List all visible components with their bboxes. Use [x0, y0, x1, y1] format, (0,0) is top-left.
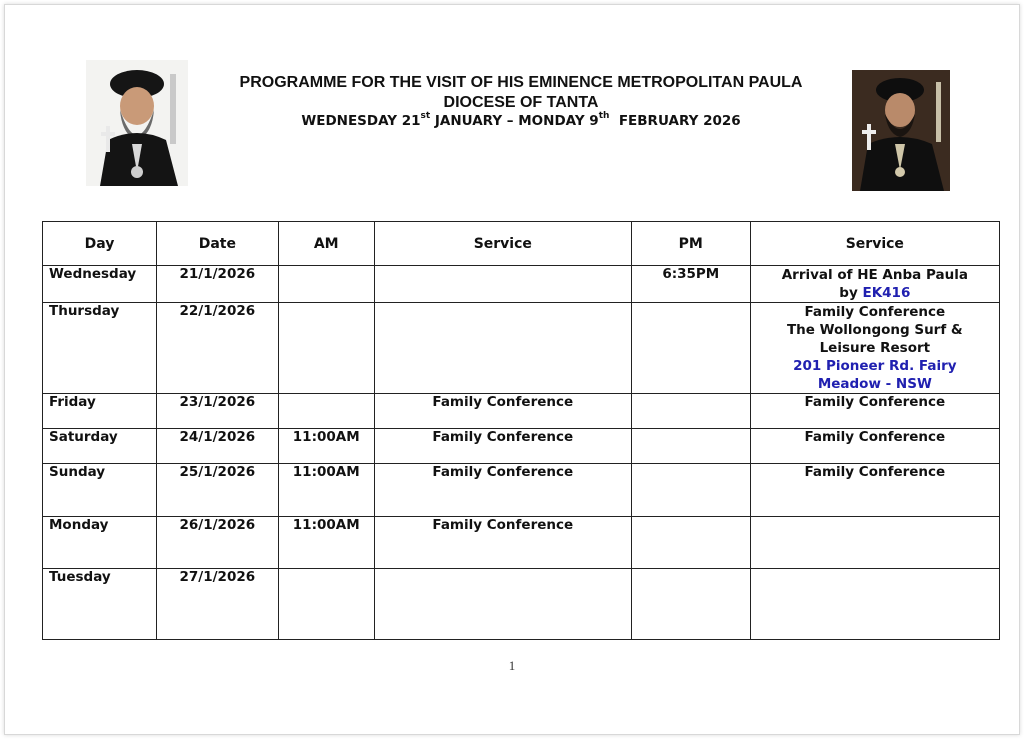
header-am: AM — [278, 222, 374, 266]
row-date: 25/1/2026 — [156, 464, 278, 517]
schedule-table — [42, 221, 1000, 640]
table-header-row — [43, 222, 1000, 266]
venue-address-link[interactable]: Meadow - NSW — [817, 376, 932, 392]
row-am — [278, 303, 374, 394]
row-service-am: Family Conference — [374, 517, 631, 569]
table-row — [43, 464, 1000, 517]
row-pm — [631, 517, 750, 569]
programme-title: PROGRAMME FOR THE VISIT OF HIS EMINENCE METROPOLITAN PAULA — [239, 74, 803, 91]
venue-name-line: Leisure Resort — [819, 340, 931, 356]
table-row — [43, 517, 1000, 569]
page-number: 1 — [508, 658, 516, 673]
flight-number-link[interactable]: EK416 — [862, 285, 911, 301]
row-service-am — [374, 266, 631, 303]
row-am — [278, 394, 374, 429]
row-day: Sunday — [43, 464, 157, 517]
row-service-am: Family Conference — [374, 464, 631, 517]
row-service-pm: Family Conference — [750, 394, 999, 429]
row-service-pm — [750, 266, 999, 303]
table-row — [43, 569, 1000, 640]
row-date: 24/1/2026 — [156, 429, 278, 464]
row-pm — [631, 429, 750, 464]
row-am: 11:00AM — [278, 429, 374, 464]
header-pm: PM — [631, 222, 750, 266]
row-pm — [631, 464, 750, 517]
row-am — [278, 569, 374, 640]
row-pm: 6:35PM — [631, 266, 750, 303]
row-date: 23/1/2026 — [156, 394, 278, 429]
row-day: Saturday — [43, 429, 157, 464]
flight-line: by EK416 — [839, 285, 911, 301]
metropolitan-portrait-left — [86, 60, 188, 186]
row-service-am: Family Conference — [374, 429, 631, 464]
portrait-left-image — [86, 60, 188, 186]
diocese-title: DIOCESE OF TANTA — [443, 94, 599, 111]
row-day: Thursday — [43, 303, 157, 394]
header-service-am: Service — [374, 222, 631, 266]
row-date: 27/1/2026 — [156, 569, 278, 640]
visit-dates: WEDNESDAY 21st JANUARY – MONDAY 9th FEBRUARY 2026 — [301, 111, 741, 129]
service-pm-line: Family Conference — [804, 304, 946, 320]
row-day: Wednesday — [43, 266, 157, 303]
table-row — [43, 266, 1000, 303]
row-service-pm: Family Conference — [750, 464, 999, 517]
row-service-am — [374, 569, 631, 640]
row-service-pm: Family Conference — [750, 429, 999, 464]
row-service-pm — [750, 303, 999, 394]
row-service-am — [374, 303, 631, 394]
row-pm — [631, 569, 750, 640]
table-row — [43, 394, 1000, 429]
row-am: 11:00AM — [278, 464, 374, 517]
row-day: Friday — [43, 394, 157, 429]
row-service-pm — [750, 569, 999, 640]
venue-name-line: The Wollongong Surf & — [786, 322, 963, 338]
row-date: 22/1/2026 — [156, 303, 278, 394]
metropolitan-portrait-right — [852, 70, 950, 191]
row-service-am: Family Conference — [374, 394, 631, 429]
header-day: Day — [43, 222, 157, 266]
arrival-text: Arrival of HE Anba Paula — [781, 267, 968, 283]
row-day: Tuesday — [43, 569, 157, 640]
row-service-pm — [750, 517, 999, 569]
row-am — [278, 266, 374, 303]
row-date: 21/1/2026 — [156, 266, 278, 303]
row-day: Monday — [43, 517, 157, 569]
header-service-pm: Service — [750, 222, 999, 266]
row-am: 11:00AM — [278, 517, 374, 569]
row-pm — [631, 303, 750, 394]
row-date: 26/1/2026 — [156, 517, 278, 569]
row-pm — [631, 394, 750, 429]
venue-address-link[interactable]: 201 Pioneer Rd. Fairy — [793, 358, 957, 374]
portrait-right-image — [852, 70, 950, 191]
table-row — [43, 303, 1000, 394]
header-date: Date — [156, 222, 278, 266]
table-row — [43, 429, 1000, 464]
